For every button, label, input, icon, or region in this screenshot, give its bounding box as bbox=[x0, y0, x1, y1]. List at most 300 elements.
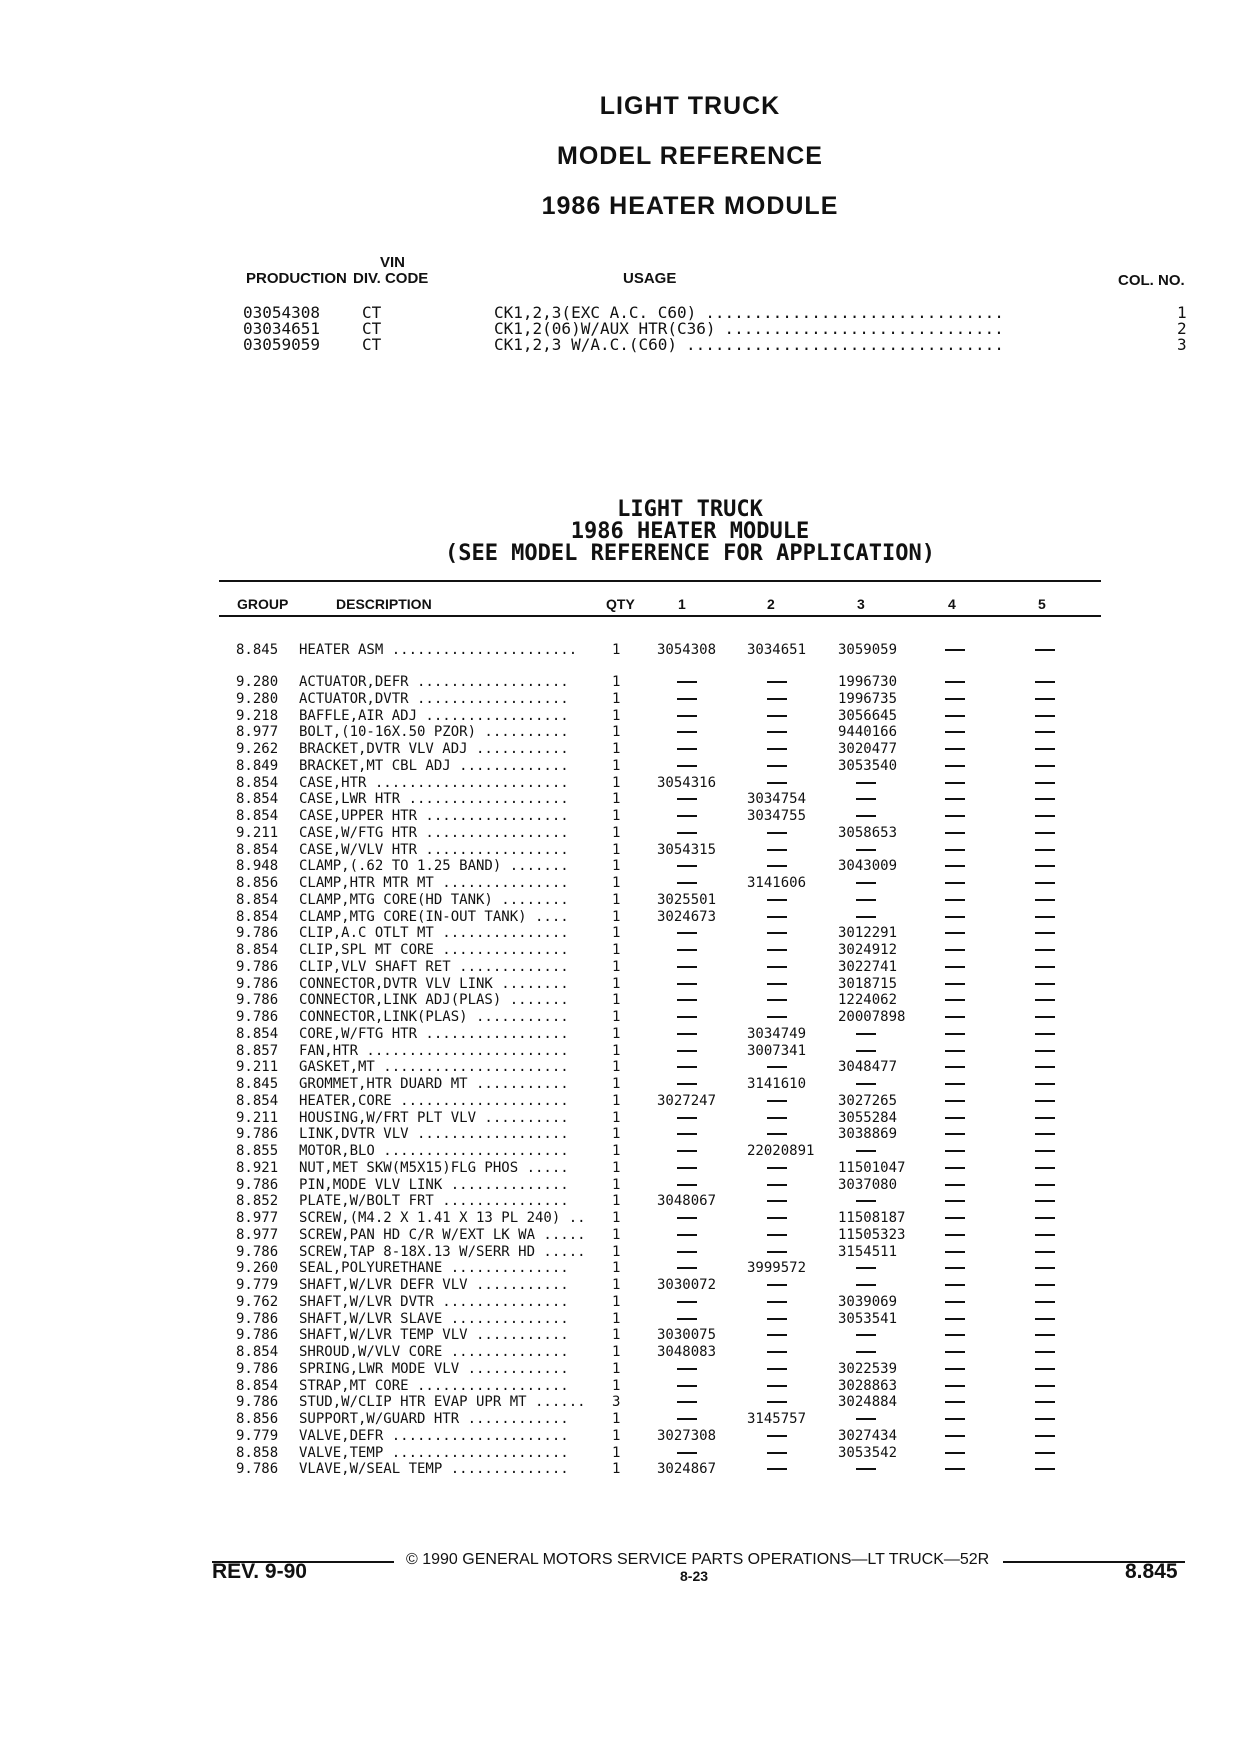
table-row bbox=[0, 1361, 1255, 1378]
not-applicable-dash-col4 bbox=[945, 976, 965, 993]
not-applicable-dash-col4 bbox=[945, 1445, 965, 1462]
group-number: 8.854 bbox=[236, 891, 279, 908]
group-number: 8.849 bbox=[236, 757, 279, 774]
group-number: 8.854 bbox=[236, 841, 279, 858]
part-description: CASE,W/FTG HTR ................. bbox=[299, 824, 569, 841]
not-applicable-dash-c3 bbox=[838, 1143, 876, 1160]
not-applicable-dash-col4 bbox=[945, 825, 965, 842]
not-applicable-dash-col4 bbox=[945, 1126, 965, 1143]
mref-header-production: PRODUCTION bbox=[246, 270, 347, 287]
not-applicable-dash-col4 bbox=[945, 875, 965, 892]
not-applicable-dash-c2 bbox=[747, 1009, 787, 1026]
table-row bbox=[0, 674, 1255, 691]
not-applicable-dash-col4 bbox=[945, 1277, 965, 1294]
group-number: 9.260 bbox=[236, 1260, 279, 1277]
quantity: 1 bbox=[612, 925, 621, 942]
part-description: VLAVE,W/SEAL TEMP .............. bbox=[299, 1461, 569, 1478]
part-description: CLAMP,(.62 TO 1.25 BAND) ....... bbox=[299, 858, 569, 875]
not-applicable-dash-col4 bbox=[945, 724, 965, 741]
group-number: 9.786 bbox=[236, 925, 279, 942]
table-row bbox=[0, 1277, 1255, 1294]
group-number: 8.845 bbox=[236, 642, 279, 658]
not-applicable-dash-col5 bbox=[1035, 992, 1055, 1009]
not-applicable-dash-col4 bbox=[945, 942, 965, 959]
quantity: 1 bbox=[612, 1092, 621, 1109]
group-number: 9.211 bbox=[236, 1059, 279, 1076]
part-description: SCREW,PAN HD C/R W/EXT LK WA ..... bbox=[299, 1226, 586, 1243]
not-applicable-dash-c1 bbox=[657, 708, 697, 725]
mref-leader: ................................. bbox=[676, 335, 1004, 354]
not-applicable-dash-col4 bbox=[945, 691, 965, 708]
part-number-c1: 3048083 bbox=[657, 1344, 717, 1360]
not-applicable-dash-col4 bbox=[945, 1177, 965, 1194]
not-applicable-dash-col5 bbox=[1035, 1193, 1055, 1210]
not-applicable-dash-col4 bbox=[945, 892, 965, 909]
not-applicable-dash-col5 bbox=[1035, 642, 1055, 659]
not-applicable-dash-col4 bbox=[945, 1009, 965, 1026]
group-number: 8.857 bbox=[236, 1042, 279, 1059]
not-applicable-dash-c2 bbox=[747, 724, 787, 741]
quantity: 1 bbox=[612, 757, 621, 774]
not-applicable-dash-c1 bbox=[657, 1143, 697, 1160]
not-applicable-dash-c3 bbox=[838, 842, 876, 859]
not-applicable-dash-c2 bbox=[747, 1177, 787, 1194]
group-number: 9.786 bbox=[236, 1310, 279, 1327]
group-number: 9.786 bbox=[236, 1327, 279, 1344]
part-number-c1: 3027308 bbox=[657, 1427, 717, 1444]
part-number-c1: 3024673 bbox=[657, 908, 717, 925]
not-applicable-dash-c2 bbox=[747, 842, 787, 859]
part-description: BRACKET,DVTR VLV ADJ ........... bbox=[299, 741, 569, 757]
not-applicable-dash-c1 bbox=[657, 858, 697, 875]
not-applicable-dash-c2 bbox=[747, 1327, 787, 1344]
not-applicable-dash-col5 bbox=[1035, 1110, 1055, 1127]
group-number: 9.262 bbox=[236, 741, 279, 757]
group-number: 9.218 bbox=[236, 707, 279, 724]
not-applicable-dash-col5 bbox=[1035, 1244, 1055, 1261]
not-applicable-dash-c2 bbox=[747, 858, 787, 875]
not-applicable-dash-col5 bbox=[1035, 825, 1055, 842]
table-row bbox=[0, 1126, 1255, 1143]
quantity: 1 bbox=[612, 1159, 621, 1176]
part-description: SHAFT,W/LVR SLAVE .............. bbox=[299, 1310, 569, 1327]
not-applicable-dash-c2 bbox=[747, 708, 787, 725]
not-applicable-dash-col5 bbox=[1035, 1260, 1055, 1277]
not-applicable-dash-c2 bbox=[747, 775, 787, 792]
group-number: 9.211 bbox=[236, 824, 279, 841]
not-applicable-dash-c1 bbox=[657, 1294, 697, 1311]
not-applicable-dash-col5 bbox=[1035, 1009, 1055, 1026]
part-description: HOUSING,W/FRT PLT VLV .......... bbox=[299, 1109, 569, 1126]
quantity: 1 bbox=[612, 642, 621, 658]
part-description: CLIP,VLV SHAFT RET ............. bbox=[299, 958, 569, 975]
table-row bbox=[0, 1059, 1255, 1076]
quantity: 1 bbox=[612, 1009, 621, 1025]
not-applicable-dash-col4 bbox=[945, 791, 965, 808]
table-row bbox=[0, 1043, 1255, 1060]
not-applicable-dash-c2 bbox=[747, 1361, 787, 1378]
not-applicable-dash-col5 bbox=[1035, 1361, 1055, 1378]
part-description: GASKET,MT ...................... bbox=[299, 1059, 569, 1076]
part-number-c1: 3025501 bbox=[657, 891, 717, 908]
quantity: 1 bbox=[612, 1260, 621, 1277]
not-applicable-dash-c2 bbox=[747, 674, 787, 691]
not-applicable-dash-c2 bbox=[747, 1445, 787, 1462]
part-number-c1: 3024867 bbox=[657, 1461, 717, 1478]
part-number-c2: 3999572 bbox=[747, 1260, 807, 1277]
quantity: 1 bbox=[612, 875, 621, 891]
footer-copyright: © 1990 GENERAL MOTORS SERVICE PARTS OPERATIONS—LT TRUCK—52R bbox=[406, 1551, 990, 1568]
part-description: CASE,HTR ....................... bbox=[299, 774, 569, 791]
quantity: 1 bbox=[612, 774, 621, 791]
not-applicable-dash-c1 bbox=[657, 1076, 697, 1093]
group-number: 8.856 bbox=[236, 875, 279, 891]
part-number-c3: 3027265 bbox=[838, 1092, 898, 1109]
table-row bbox=[0, 1244, 1255, 1261]
group-number: 9.786 bbox=[236, 1126, 279, 1143]
table-header-rule bbox=[219, 615, 1101, 617]
not-applicable-dash-col5 bbox=[1035, 741, 1055, 758]
part-number-c1: 3048067 bbox=[657, 1193, 717, 1210]
part-number-c1: 3030075 bbox=[657, 1327, 717, 1344]
section-light-truck: LIGHT TRUCK bbox=[617, 497, 763, 522]
not-applicable-dash-col4 bbox=[945, 1160, 965, 1177]
part-description: VALVE,DEFR ..................... bbox=[299, 1427, 569, 1444]
part-number-c3: 9440166 bbox=[838, 724, 898, 741]
not-applicable-dash-col4 bbox=[945, 1411, 965, 1428]
table-row bbox=[0, 741, 1255, 758]
not-applicable-dash-col5 bbox=[1035, 1327, 1055, 1344]
quantity: 1 bbox=[612, 724, 621, 741]
not-applicable-dash-c3 bbox=[838, 1193, 876, 1210]
not-applicable-dash-col5 bbox=[1035, 1461, 1055, 1478]
not-applicable-dash-c2 bbox=[747, 1126, 787, 1143]
part-description: ACTUATOR,DVTR .................. bbox=[299, 690, 569, 707]
group-number: 8.852 bbox=[236, 1193, 279, 1210]
group-number: 8.977 bbox=[236, 724, 279, 741]
mref-leader: ............................... bbox=[695, 303, 1004, 322]
part-number-c3: 3024884 bbox=[838, 1394, 898, 1411]
part-description: STUD,W/CLIP HTR EVAP UPR MT ...... bbox=[299, 1394, 586, 1411]
mref-usage: CK1,2(06)W/AUX HTR(C36) bbox=[494, 319, 716, 338]
part-number-c2: 3145757 bbox=[747, 1411, 807, 1427]
group-number: 8.854 bbox=[236, 808, 279, 824]
not-applicable-dash-c1 bbox=[657, 741, 697, 758]
not-applicable-dash-col5 bbox=[1035, 791, 1055, 808]
table-top-rule bbox=[219, 580, 1101, 582]
not-applicable-dash-col5 bbox=[1035, 691, 1055, 708]
part-number-c3: 3022741 bbox=[838, 958, 898, 975]
group-number: 9.786 bbox=[236, 1176, 279, 1193]
group-number: 9.786 bbox=[236, 1461, 279, 1478]
not-applicable-dash-col5 bbox=[1035, 858, 1055, 875]
group-number: 9.786 bbox=[236, 1243, 279, 1260]
part-number-c2: 3007341 bbox=[747, 1042, 807, 1059]
part-number-c3: 3053540 bbox=[838, 757, 898, 774]
not-applicable-dash-col4 bbox=[945, 925, 965, 942]
not-applicable-dash-col4 bbox=[945, 1260, 965, 1277]
not-applicable-dash-col4 bbox=[945, 1227, 965, 1244]
not-applicable-dash-col4 bbox=[945, 909, 965, 926]
not-applicable-dash-col5 bbox=[1035, 1344, 1055, 1361]
part-description: SHROUD,W/VLV CORE .............. bbox=[299, 1344, 569, 1360]
table-row bbox=[0, 942, 1255, 959]
not-applicable-dash-col4 bbox=[945, 1093, 965, 1110]
part-number-c3: 20007898 bbox=[838, 1009, 906, 1025]
not-applicable-dash-c1 bbox=[657, 691, 697, 708]
part-description: CLIP,SPL MT CORE ............... bbox=[299, 942, 569, 958]
group-number: 8.854 bbox=[236, 1092, 279, 1109]
part-number-c3: 11501047 bbox=[838, 1159, 906, 1176]
table-row bbox=[0, 1445, 1255, 1462]
not-applicable-dash-c2 bbox=[747, 1093, 787, 1110]
not-applicable-dash-c3 bbox=[838, 1461, 876, 1478]
part-description: HEATER ASM ...................... bbox=[299, 642, 578, 658]
table-row bbox=[0, 808, 1255, 825]
not-applicable-dash-c1 bbox=[657, 875, 697, 892]
part-description: ACTUATOR,DEFR .................. bbox=[299, 674, 569, 690]
not-applicable-dash-col5 bbox=[1035, 1059, 1055, 1076]
part-description: SHAFT,W/LVR DVTR ............... bbox=[299, 1293, 569, 1310]
not-applicable-dash-col4 bbox=[945, 1110, 965, 1127]
not-applicable-dash-c2 bbox=[747, 959, 787, 976]
quantity: 1 bbox=[612, 1277, 621, 1293]
part-number-c3: 3039069 bbox=[838, 1293, 898, 1310]
not-applicable-dash-col5 bbox=[1035, 724, 1055, 741]
not-applicable-dash-c2 bbox=[747, 1193, 787, 1210]
not-applicable-dash-col5 bbox=[1035, 1076, 1055, 1093]
part-description: MOTOR,BLO ...................... bbox=[299, 1143, 569, 1159]
part-description: LINK,DVTR VLV .................. bbox=[299, 1126, 569, 1143]
group-number: 9.786 bbox=[236, 992, 279, 1009]
table-row bbox=[0, 1461, 1255, 1478]
part-number-c2: 3034755 bbox=[747, 808, 807, 824]
not-applicable-dash-col4 bbox=[945, 758, 965, 775]
not-applicable-dash-c1 bbox=[657, 1160, 697, 1177]
group-number: 9.786 bbox=[236, 1394, 279, 1411]
quantity: 1 bbox=[612, 1076, 621, 1092]
group-number: 9.779 bbox=[236, 1277, 279, 1293]
not-applicable-dash-c1 bbox=[657, 1043, 697, 1060]
not-applicable-dash-col4 bbox=[945, 1378, 965, 1395]
not-applicable-dash-c1 bbox=[657, 724, 697, 741]
table-row bbox=[0, 1076, 1255, 1093]
group-number: 8.977 bbox=[236, 1210, 279, 1226]
not-applicable-dash-col4 bbox=[945, 1026, 965, 1043]
not-applicable-dash-col4 bbox=[945, 642, 965, 659]
part-description: NUT,MET SKW(M5X15)FLG PHOS ..... bbox=[299, 1159, 569, 1176]
part-number-c3: 3028863 bbox=[838, 1377, 898, 1394]
not-applicable-dash-col4 bbox=[945, 1076, 965, 1093]
not-applicable-dash-col5 bbox=[1035, 1043, 1055, 1060]
not-applicable-dash-c1 bbox=[657, 1210, 697, 1227]
part-number-c1: 3054308 bbox=[657, 642, 717, 658]
table-header-qty: QTY bbox=[606, 596, 635, 612]
quantity: 1 bbox=[612, 1210, 621, 1226]
not-applicable-dash-col5 bbox=[1035, 808, 1055, 825]
not-applicable-dash-c2 bbox=[747, 1277, 787, 1294]
not-applicable-dash-c2 bbox=[747, 1244, 787, 1261]
not-applicable-dash-col5 bbox=[1035, 959, 1055, 976]
section-application-note: (SEE MODEL REFERENCE FOR APPLICATION) bbox=[444, 541, 936, 566]
table-header-col4: 4 bbox=[948, 596, 956, 612]
group-number: 8.855 bbox=[236, 1143, 279, 1159]
not-applicable-dash-col4 bbox=[945, 775, 965, 792]
quantity: 1 bbox=[612, 975, 621, 992]
title-heater-module: 1986 HEATER MODULE bbox=[541, 192, 839, 220]
part-number-c3: 1996730 bbox=[838, 674, 898, 690]
not-applicable-dash-c1 bbox=[657, 808, 697, 825]
not-applicable-dash-c3 bbox=[838, 1043, 876, 1060]
part-description: SHAFT,W/LVR TEMP VLV ........... bbox=[299, 1327, 569, 1344]
part-number-c3: 3056645 bbox=[838, 707, 898, 724]
table-row bbox=[0, 825, 1255, 842]
group-number: 8.921 bbox=[236, 1159, 279, 1176]
quantity: 1 bbox=[612, 1444, 621, 1461]
not-applicable-dash-c2 bbox=[747, 909, 787, 926]
not-applicable-dash-col4 bbox=[945, 1311, 965, 1328]
part-description: CONNECTOR,DVTR VLV LINK ........ bbox=[299, 975, 569, 992]
not-applicable-dash-col5 bbox=[1035, 1394, 1055, 1411]
not-applicable-dash-col4 bbox=[945, 992, 965, 1009]
group-number: 9.779 bbox=[236, 1427, 279, 1444]
mref-usage: CK1,2,3(EXC A.C. C60) bbox=[494, 303, 697, 322]
part-number-c3: 3038869 bbox=[838, 1126, 898, 1143]
part-number-c2: 3034754 bbox=[747, 791, 807, 808]
part-number-c3: 3048477 bbox=[838, 1059, 898, 1076]
quantity: 1 bbox=[612, 1193, 621, 1210]
not-applicable-dash-col5 bbox=[1035, 1277, 1055, 1294]
table-row bbox=[0, 1110, 1255, 1127]
not-applicable-dash-c1 bbox=[657, 1059, 697, 1076]
footer-rev: REV. 9-90 bbox=[212, 1560, 307, 1583]
part-description: BAFFLE,AIR ADJ ................. bbox=[299, 707, 569, 724]
not-applicable-dash-col5 bbox=[1035, 1177, 1055, 1194]
part-description: SUPPORT,W/GUARD HTR ............ bbox=[299, 1411, 569, 1427]
table-row bbox=[0, 1394, 1255, 1411]
not-applicable-dash-col4 bbox=[945, 1294, 965, 1311]
not-applicable-dash-c1 bbox=[657, 1260, 697, 1277]
part-number-c1: 3054316 bbox=[657, 774, 717, 791]
part-number-c3: 3018715 bbox=[838, 975, 898, 992]
not-applicable-dash-c1 bbox=[657, 1378, 697, 1395]
not-applicable-dash-c3 bbox=[838, 1026, 876, 1043]
part-number-c3: 3058653 bbox=[838, 824, 898, 841]
quantity: 1 bbox=[612, 1059, 621, 1076]
not-applicable-dash-c2 bbox=[747, 976, 787, 993]
not-applicable-dash-c3 bbox=[838, 808, 876, 825]
not-applicable-dash-col4 bbox=[945, 842, 965, 859]
part-description: STRAP,MT CORE .................. bbox=[299, 1377, 569, 1394]
quantity: 1 bbox=[612, 1243, 621, 1260]
part-number-c2: 3141606 bbox=[747, 875, 807, 891]
part-number-c1: 3027247 bbox=[657, 1092, 717, 1109]
part-description: PLATE,W/BOLT FRT ............... bbox=[299, 1193, 569, 1210]
table-row bbox=[0, 1428, 1255, 1445]
table-row bbox=[0, 1411, 1255, 1428]
not-applicable-dash-c3 bbox=[838, 1260, 876, 1277]
not-applicable-dash-c3 bbox=[838, 1411, 876, 1428]
mref-usage: CK1,2,3 W/A.C.(C60) bbox=[494, 335, 678, 354]
not-applicable-dash-col5 bbox=[1035, 1428, 1055, 1445]
not-applicable-dash-c1 bbox=[657, 674, 697, 691]
table-row bbox=[0, 1093, 1255, 1110]
section-heater-module: 1986 HEATER MODULE bbox=[570, 519, 810, 544]
group-number: 8.854 bbox=[236, 791, 279, 808]
quantity: 1 bbox=[612, 858, 621, 875]
not-applicable-dash-col5 bbox=[1035, 674, 1055, 691]
part-description: CLAMP,MTG CORE(HD TANK) ........ bbox=[299, 891, 569, 908]
quantity: 1 bbox=[612, 942, 621, 958]
quantity: 1 bbox=[612, 1411, 621, 1427]
part-number-c2: 3034749 bbox=[747, 1025, 807, 1042]
not-applicable-dash-c2 bbox=[747, 1210, 787, 1227]
quantity: 1 bbox=[612, 891, 621, 908]
part-number-c3: 3053541 bbox=[838, 1310, 898, 1327]
not-applicable-dash-c1 bbox=[657, 1311, 697, 1328]
table-header-col5: 5 bbox=[1038, 596, 1046, 612]
mref-col-no: 3 bbox=[1177, 335, 1187, 354]
table-row bbox=[0, 1177, 1255, 1194]
not-applicable-dash-col4 bbox=[945, 741, 965, 758]
not-applicable-dash-col4 bbox=[945, 674, 965, 691]
part-description: SCREW,TAP 8-18X.13 W/SERR HD ..... bbox=[299, 1243, 586, 1260]
quantity: 1 bbox=[612, 791, 621, 808]
table-row bbox=[0, 708, 1255, 725]
title-model-reference: MODEL REFERENCE bbox=[557, 142, 823, 170]
not-applicable-dash-col4 bbox=[945, 959, 965, 976]
part-number-c3: 3154511 bbox=[838, 1243, 898, 1260]
mref-div-code: CT bbox=[362, 303, 382, 322]
group-number: 8.854 bbox=[236, 774, 279, 791]
part-description: BOLT,(10-16X.50 PZOR) .......... bbox=[299, 724, 569, 741]
table-row bbox=[0, 1378, 1255, 1395]
not-applicable-dash-c2 bbox=[747, 1227, 787, 1244]
not-applicable-dash-c2 bbox=[747, 825, 787, 842]
part-number-c3: 11505323 bbox=[838, 1226, 906, 1243]
part-number-c1: 3030072 bbox=[657, 1277, 717, 1293]
group-number: 8.856 bbox=[236, 1411, 279, 1427]
group-number: 8.854 bbox=[236, 1377, 279, 1394]
not-applicable-dash-c1 bbox=[657, 1361, 697, 1378]
table-row bbox=[0, 1227, 1255, 1244]
not-applicable-dash-c1 bbox=[657, 1026, 697, 1043]
part-description: CORE,W/FTG HTR ................. bbox=[299, 1025, 569, 1042]
not-applicable-dash-c1 bbox=[657, 959, 697, 976]
part-number-c3: 3012291 bbox=[838, 925, 898, 942]
part-number-c3: 3020477 bbox=[838, 741, 898, 757]
group-number: 8.854 bbox=[236, 942, 279, 958]
table-row bbox=[0, 1009, 1255, 1026]
part-number-c3: 3053542 bbox=[838, 1444, 898, 1461]
not-applicable-dash-c1 bbox=[657, 1445, 697, 1462]
not-applicable-dash-col5 bbox=[1035, 1445, 1055, 1462]
not-applicable-dash-c1 bbox=[657, 758, 697, 775]
not-applicable-dash-col5 bbox=[1035, 909, 1055, 926]
not-applicable-dash-col4 bbox=[945, 1344, 965, 1361]
group-number: 8.858 bbox=[236, 1444, 279, 1461]
part-number-c3: 3043009 bbox=[838, 858, 898, 875]
group-number: 8.845 bbox=[236, 1076, 279, 1092]
table-header-group: GROUP bbox=[237, 596, 289, 612]
part-number-c3: 3027434 bbox=[838, 1427, 898, 1444]
not-applicable-dash-c2 bbox=[747, 691, 787, 708]
group-number: 8.854 bbox=[236, 908, 279, 925]
not-applicable-dash-c2 bbox=[747, 1059, 787, 1076]
table-row bbox=[0, 1193, 1255, 1210]
quantity: 1 bbox=[612, 1461, 621, 1478]
quantity: 1 bbox=[612, 808, 621, 824]
